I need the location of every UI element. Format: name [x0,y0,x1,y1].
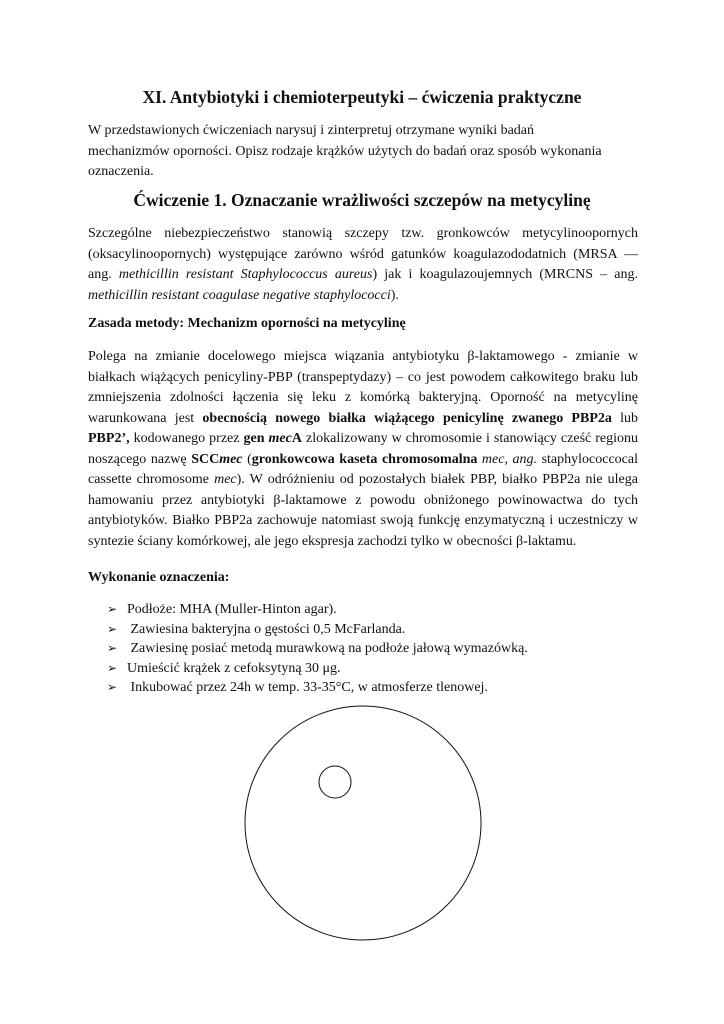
mech-text-5: ( [242,451,252,467]
step-text: Zawiesinę posiać metodą murawkową na podłoże jałową wymazówką. [127,641,528,656]
procedure-heading: Wykonanie oznaczenia: [88,570,230,585]
arrow-bullet-icon: ➢ [107,641,118,655]
mech-text-4: zlokalizowany w chromosomie i stanowiący cześć regionu noszącego nazwę [88,431,639,467]
arrow-bullet-icon: ➢ [107,621,118,636]
mech-text-3: kodowanego przez [129,431,244,446]
mrsa-term: methicillin resistant Staphylococcus aureus [118,267,373,282]
page-title: XI. Antybiotyki i chemioterpeutyki – ćwiczenia praktyczne [142,87,582,107]
mrsa-text-2: ) jak i koagulazoujemnych (MRCNS – ang. [372,267,638,282]
mech-bold-sccmec: mec [219,451,243,467]
intro-line-2: mechanizmów oporności. Opisz rodzaje krążków użytych do badań oraz sposób wykonania [88,143,602,159]
arrow-bullet-icon: ➢ [107,680,118,694]
intro-line-3: oznaczenia. [88,164,154,179]
mech-bold-pbp2: PBP2’, [88,431,130,446]
list-item [107,620,528,640]
intro-paragraph [88,121,638,183]
step-text: Podłoże: MHA (Muller-Hinton agar). [127,602,337,617]
mech-text-6: staphylococcocal cassette chromosome [88,451,638,487]
petri-dish-diagram [243,703,483,943]
intro-line-1: W przedstawionych ćwiczeniach narysuj i zinterpretuj otrzymane wyniki badań [88,123,535,138]
step-text: Umieścić krążek z cefoksytyną 30 μg. [127,660,341,676]
step-text: Inkubować przez 24h w temp. 33-35°C, w atmosferze tlenowej. [127,680,488,695]
mechanism-paragraph [88,347,638,552]
mech-text-1: Polega na zmianie docelowego miejsca wiązania antybiotyku β-laktamowego - zmianie w białkach wiążących penicyliny-PBP (transpeptydazy) – co jest powodem całkowitego braku lub zmniejszenia zdolności łączenia się leku z komórką bakteryjną. Oporność na metycylinę warunkowana jest [88,349,638,426]
arrow-bullet-icon: ➢ [107,660,118,675]
exercise-title: Ćwiczenie 1. Oznaczanie wrażliwości szczepów na metycylinę [133,190,591,210]
mrsa-paragraph [88,224,638,306]
mech-bold-pbp2a: obecnością nowego białka wiążącego penicylinę zwanego PBP2a [202,410,612,426]
mech-bold-gen: gen [243,431,269,446]
mrsa-text-1: Szczególne niebezpieczeństwo stanowią szczepy tzw. gronkowców metycylinoopornych (oksacylinoopornych) występujące zarówno wśród gatunków koagulazododatnich (MRSA — ang. [88,226,638,282]
mrcns-term: methicillin resistant coagulase negative staphylococci [88,287,391,303]
list-item [107,678,528,698]
mech-italic-mec-ang: mec, ang. [477,451,538,467]
mech-text-2: lub [611,410,639,426]
antibiotic-disc [319,766,351,798]
petri-dish-outline [245,706,481,940]
mech-bold-mec: mec [268,431,292,446]
principle-heading: Zasada metody: Mechanizm oporności na metycylinę [88,316,406,331]
mech-bold-scc: SCC [191,451,220,467]
list-item [107,659,528,679]
mech-bold-a: A [291,431,302,446]
list-item [107,639,528,659]
mech-bold-kaseta: gronkowcowa kaseta chromosomalna [251,451,478,467]
mrsa-text-3: ). [390,287,399,303]
mech-text-7: ). W odróżnieniu od pozostałych białek PBP, białko PBP2a nie ulega hamowaniu przez antybiotyki β-laktamowe z powodu obniżonego powinowactwa do tych antybiotyków. Białko PBP2a zachowuje natomiast swoją funkcję enzymatyczną i uczestniczy w syntezie ściany komórkowej, ale jego ekspresja zachodzi tylko w obecności β-laktamu. [88,472,638,549]
arrow-bullet-icon: ➢ [107,602,118,616]
mech-italic-mec: mec [214,472,237,487]
step-text: Zawiesina bakteryjna o gęstości 0,5 McFarlanda. [127,621,406,637]
procedure-steps [107,600,528,698]
list-item [107,600,528,620]
